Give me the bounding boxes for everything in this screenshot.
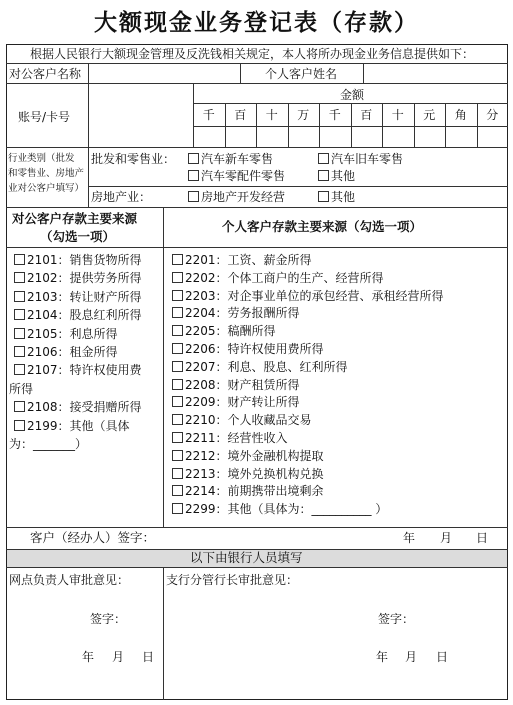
personal-source-label: 2210：个人收藏品交易 bbox=[185, 413, 312, 428]
option-used-car[interactable] bbox=[318, 152, 403, 166]
personal-name-label: 个人客户姓名 bbox=[265, 67, 338, 81]
divider bbox=[6, 567, 508, 568]
personal-source-label: 2207：利息、股息、红利所得 bbox=[185, 359, 348, 374]
divider bbox=[445, 103, 446, 147]
personal-source-label: 2201：工资、薪金所得 bbox=[185, 253, 312, 267]
divider bbox=[88, 186, 508, 187]
checkbox[interactable] bbox=[172, 396, 183, 407]
checkbox[interactable] bbox=[14, 328, 25, 339]
option-dev[interactable] bbox=[188, 190, 285, 204]
checkbox[interactable] bbox=[14, 309, 25, 320]
personal-source-label: 2209：财产转让所得 bbox=[185, 395, 300, 410]
divider bbox=[163, 567, 164, 700]
corp-source-item[interactable] bbox=[14, 271, 142, 285]
personal-source-item[interactable] bbox=[172, 378, 300, 392]
amount-unit: 千 bbox=[202, 108, 215, 122]
divider bbox=[88, 63, 89, 83]
personal-source-item[interactable] bbox=[172, 502, 387, 516]
personal-source-item[interactable] bbox=[172, 484, 324, 498]
checkbox[interactable] bbox=[172, 343, 183, 354]
checkbox[interactable] bbox=[14, 364, 25, 375]
personal-source-label: 2206：特许权使用费所得 bbox=[185, 342, 324, 356]
bank-banner: 以下由银行人员填写 bbox=[190, 550, 303, 565]
personal-source-item[interactable] bbox=[172, 289, 444, 303]
personal-source-item[interactable] bbox=[172, 271, 384, 285]
divider bbox=[382, 103, 383, 147]
date-month: 月 bbox=[440, 531, 453, 545]
personal-source-label: 2214：前期携带出境剩余 bbox=[185, 484, 324, 499]
divider bbox=[240, 63, 241, 83]
checkbox[interactable] bbox=[14, 346, 25, 357]
personal-source-label: 2202：个体工商户的生产、经营所得 bbox=[185, 270, 384, 285]
corp-source-item[interactable] bbox=[14, 290, 142, 304]
corp-source-item[interactable] bbox=[14, 327, 118, 341]
corp-source-label: 2101：销售货物所得 bbox=[27, 253, 142, 267]
divider bbox=[88, 147, 89, 207]
corp-source-label: 2106：租金所得 bbox=[27, 345, 118, 359]
option-parts[interactable] bbox=[188, 169, 285, 183]
checkbox[interactable] bbox=[172, 361, 183, 372]
divider bbox=[6, 83, 508, 84]
corp-source-item[interactable] bbox=[14, 400, 142, 414]
personal-source-label: 2204：劳务报酬所得 bbox=[185, 306, 300, 321]
personal-source-label: 2213：境外兑换机构兑换 bbox=[185, 466, 324, 481]
branch-date-year: 年 bbox=[82, 650, 95, 664]
option-dev-label: 房地产开发经营 bbox=[201, 190, 286, 204]
corp-source-item[interactable] bbox=[14, 363, 142, 377]
option-new-car-label: 汽车新车零售 bbox=[201, 152, 274, 166]
corp-source-item[interactable] bbox=[14, 308, 142, 322]
divider bbox=[414, 103, 415, 147]
corp-source-label: 2108：接受捐赠所得 bbox=[27, 400, 142, 415]
corp-source-label: 2105：利息所得 bbox=[27, 326, 118, 341]
account-label: 账号/卡号 bbox=[18, 110, 71, 124]
option-other-wholesale-label: 其他 bbox=[331, 169, 356, 183]
divider bbox=[363, 63, 364, 83]
personal-source-label: 2203：对企事业单位的承包经营、承租经营所得 bbox=[185, 288, 444, 303]
checkbox[interactable] bbox=[172, 272, 183, 283]
checkbox[interactable] bbox=[188, 170, 199, 181]
branch-sign-label: 签字： bbox=[90, 612, 127, 626]
corp-source-item bbox=[9, 437, 87, 451]
corp-source-label: 2102：提供劳务所得 bbox=[27, 271, 142, 286]
amount-unit: 百 bbox=[234, 108, 247, 122]
checkbox[interactable] bbox=[172, 450, 183, 461]
checkbox[interactable] bbox=[172, 307, 183, 318]
amount-unit: 十 bbox=[265, 108, 278, 122]
amount-unit: 百 bbox=[360, 108, 373, 122]
checkbox[interactable] bbox=[172, 379, 183, 390]
personal-source-item[interactable] bbox=[172, 467, 324, 481]
divider bbox=[6, 527, 508, 528]
personal-source-item[interactable] bbox=[172, 360, 348, 374]
corp-source-label: 2104：股息红利所得 bbox=[27, 308, 142, 323]
personal-source-item[interactable] bbox=[172, 306, 300, 320]
sub-branch-sign-label: 签字： bbox=[378, 612, 415, 626]
personal-source-item[interactable] bbox=[172, 431, 288, 445]
divider bbox=[351, 103, 352, 147]
checkbox[interactable] bbox=[188, 191, 199, 202]
checkbox[interactable] bbox=[172, 325, 183, 336]
divider bbox=[6, 147, 508, 148]
corp-source-item[interactable] bbox=[14, 345, 118, 359]
divider bbox=[319, 103, 320, 147]
corp-source-label: 2199：其他（具体 bbox=[27, 418, 130, 433]
personal-source-label: 2212：境外金融机构提取 bbox=[185, 448, 324, 463]
checkbox[interactable] bbox=[14, 291, 25, 302]
industry-label-line2: 和零售业、房地产 bbox=[8, 168, 85, 179]
sub-date-year: 年 bbox=[376, 650, 389, 664]
divider bbox=[163, 207, 164, 527]
personal-source-label: 2208：财产租赁所得 bbox=[185, 377, 300, 392]
checkbox[interactable] bbox=[172, 503, 183, 514]
corp-source-label: 2103：转让财产所得 bbox=[27, 289, 142, 304]
corp-source-item bbox=[9, 382, 33, 396]
divider bbox=[256, 103, 257, 147]
personal-heading: 个人客户存款主要来源（勾选一项） bbox=[222, 219, 423, 234]
personal-source-item[interactable] bbox=[172, 413, 312, 427]
option-used-car-label: 汽车旧车零售 bbox=[331, 152, 404, 166]
client-sign-label: 客户（经办人）签字： bbox=[30, 530, 156, 545]
personal-source-item[interactable] bbox=[172, 395, 300, 409]
checkbox[interactable] bbox=[188, 153, 199, 164]
checkbox[interactable] bbox=[172, 290, 183, 301]
checkbox[interactable] bbox=[14, 420, 25, 431]
divider bbox=[6, 207, 508, 208]
personal-source-item[interactable] bbox=[172, 449, 324, 463]
branch-date-day: 日 bbox=[142, 650, 155, 664]
personal-source-item[interactable] bbox=[172, 342, 324, 356]
option-parts-label: 汽车零配件零售 bbox=[201, 169, 286, 183]
personal-source-label: 2205：稿酬所得 bbox=[185, 324, 276, 339]
checkbox[interactable] bbox=[318, 191, 329, 202]
corp-source-label: 所得 bbox=[9, 381, 34, 396]
industry-label-line1: 行业类别（批发 bbox=[8, 153, 75, 164]
amount-unit: 角 bbox=[454, 108, 467, 122]
checkbox[interactable] bbox=[172, 254, 183, 265]
amount-label: 金额 bbox=[340, 88, 365, 102]
branch-head-label: 网点负责人审批意见： bbox=[9, 573, 130, 587]
checkbox[interactable] bbox=[172, 485, 183, 496]
option-other-realestate[interactable] bbox=[318, 190, 355, 204]
divider bbox=[88, 83, 89, 147]
divider bbox=[6, 247, 508, 248]
branch-date-month: 月 bbox=[112, 650, 125, 664]
divider bbox=[6, 63, 508, 64]
intro-text: 根据人民银行大额现金管理及反洗钱相关规定，本人将所办现金业务信息提供如下： bbox=[30, 47, 475, 61]
amount-unit: 千 bbox=[328, 108, 341, 122]
date-year: 年 bbox=[403, 531, 416, 545]
personal-source-label: 2211：经营性收入 bbox=[185, 431, 288, 445]
checkbox[interactable] bbox=[318, 170, 329, 181]
checkbox[interactable] bbox=[172, 432, 183, 443]
sub-date-month: 月 bbox=[405, 650, 418, 664]
amount-unit: 元 bbox=[423, 108, 436, 122]
amount-unit: 十 bbox=[391, 108, 404, 122]
divider bbox=[477, 103, 478, 147]
corp-source-label: 为：_______） bbox=[9, 437, 88, 451]
option-other-realestate-label: 其他 bbox=[331, 190, 356, 204]
sub-date-day: 日 bbox=[436, 650, 449, 664]
corp-source-item[interactable] bbox=[14, 419, 130, 433]
divider bbox=[225, 103, 226, 147]
checkbox[interactable] bbox=[318, 153, 329, 164]
option-new-car[interactable] bbox=[188, 152, 273, 166]
corp-source-item[interactable] bbox=[14, 253, 142, 267]
personal-source-item[interactable] bbox=[172, 253, 312, 267]
divider bbox=[288, 103, 289, 147]
corp-source-label: 2107：特许权使用费 bbox=[27, 363, 142, 378]
wholesale-label: 批发和零售业： bbox=[91, 152, 176, 166]
checkbox[interactable] bbox=[14, 401, 25, 412]
realestate-label: 房地产业： bbox=[91, 190, 152, 204]
form-title: 大额现金业务登记表（存款） bbox=[94, 10, 419, 36]
corp-name-label: 对公客户名称 bbox=[9, 67, 82, 81]
checkbox[interactable] bbox=[172, 414, 183, 425]
personal-source-item[interactable] bbox=[172, 324, 276, 338]
date-day: 日 bbox=[476, 531, 489, 545]
amount-unit: 分 bbox=[486, 108, 499, 122]
checkbox[interactable] bbox=[172, 468, 183, 479]
amount-unit: 万 bbox=[297, 108, 310, 122]
checkbox[interactable] bbox=[14, 254, 25, 265]
corp-heading-sub: （勾选一项） bbox=[40, 229, 116, 244]
industry-label-line3: 业对公客户填写） bbox=[8, 183, 85, 194]
sub-branch-head-label: 支行分管行长审批意见： bbox=[166, 573, 299, 587]
checkbox[interactable] bbox=[14, 272, 25, 283]
corp-heading: 对公客户存款主要来源 bbox=[12, 211, 138, 226]
option-other-wholesale[interactable] bbox=[318, 169, 355, 183]
personal-source-label: 2299：其他（具体为：__________ ） bbox=[185, 502, 388, 517]
